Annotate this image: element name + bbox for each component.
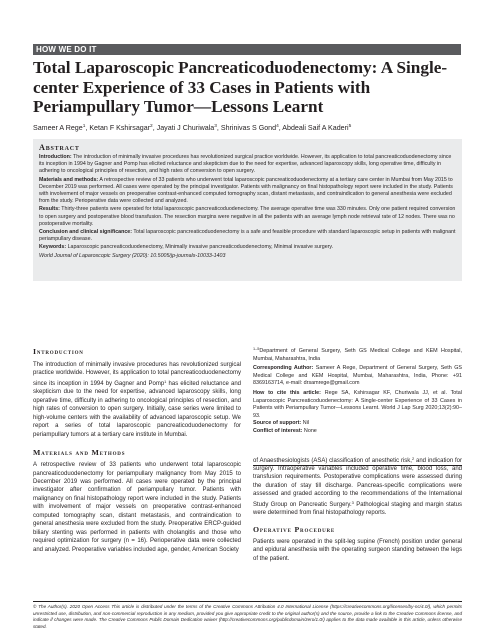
right-column <box>253 346 462 563</box>
abstract-text: Thirty-three patients were operated for total laparoscopic pancreaticoduodenectomy. The average operative time was 330 minutes. Only one patient required conversion to open surgery and postoperative blood transfusion. The resection margins were negative in all the patients with an average lymph node retrieval rate of 12 nodes. There was no postoperative mortality. <box>39 206 456 227</box>
abstract-keywords <box>39 244 456 251</box>
author-name: Shrinivas S Gond <box>220 124 277 132</box>
author-name: Sameer A Rege <box>33 124 83 132</box>
author-name: Abdeali Saif A Kaderi <box>282 124 349 132</box>
author-affiliation-mark: 5 <box>348 124 352 129</box>
abstract-label: Introduction: <box>39 154 72 160</box>
abstract-text: Laparoscopic pancreaticoduodenectomy, Minimally invasive pancreaticoduodenectomy, Minimal invasive surgery. <box>67 244 334 251</box>
abstract-text: The introduction of minimally invasive procedures has revolutionized surgical practice worldwide. However, its application to total pancreaticoduodenectomy since its inception in 1994 by Gagner and Pomp has elicited reluctance and skepticism due to the need for expertise, advanced laparoscopy skills, long operative time, difficulty in adhering to oncological principles of resection, and high rates of conversion to open surgery. <box>39 154 452 175</box>
footer-divider <box>33 601 462 602</box>
introduction-heading: Introduction <box>33 347 84 356</box>
author-name: Jayati J Churiwala <box>156 124 215 132</box>
abstract-text: A retrospective review of 33 patients who underwent total laparoscopic pancreaticoduodenectomy at a tertiary care center in Mumbai from May 2015 to December 2019 was performed. All cases were operated by the principal investigator. Patients with malignancy on final histopathology report were included in the study. Patients with involvement of major vessels on preoperative contrast-enhanced computed tomography scan, distant metastasis, and contraindication to general anesthesia were excluded from the study. Perioperative data were collected and analyzed. <box>39 176 453 205</box>
abstract-methods <box>39 177 456 206</box>
introduction-text: The introduction of minimally invasive procedures has revolutionized surgical practice worldwide. However, its application to total pancreaticoduodenectomy since its inception in 1994 by Gagner and Pomp$^1$ has elicited reluctance and skepticism due to the need for expertise, advanced laparoscopy skills, long operative time, difficulty in adhering to oncological principles of resection, and high rates of conversion to open surgery. Initially, case series were limited to high-volume centers with the availability of advanced laparoscopic setup. We report a series of total laparoscopic pancreaticoduodenectomy for periampullary tumors at a tertiary care institute in Mumbai. <box>33 362 241 438</box>
materials-methods-heading: Materials and Methods <box>33 448 126 458</box>
abstract-conclusion <box>39 229 456 243</box>
affiliation-divider <box>253 465 462 466</box>
abstract-label: Keywords: <box>39 244 67 251</box>
license-footer: © The Author(s). 2020 Open Access This article is distributed under the terms of the Creative Commons Attribution 4.0 International License (https://creativecommons.org/licenses/by-nc/4.0/), which permits unrestricted use, distribution, and non-commercial reproduction in any medium, provided you give appropriate credit to the original author(s) and the source, provide a link to the Creative Commons license, and indicate if changes were made. The Creative Commons Public Domain Dedication waiver (http://creativecommons.org/publicdomain/zero/1.0/) applies to the data made available in this article, unless otherwise stated. <box>33 604 462 629</box>
abstract-label: Conclusion and clinical significance: <box>39 229 133 236</box>
abstract-results <box>39 206 456 228</box>
abstract-label: Results: <box>39 206 60 213</box>
article-title: Total Laparoscopic Pancreaticoduodenectomy: A Single-center Experience of 33 Cases in Patients with Periampullary Tumor—Lessons Learnt <box>33 58 448 116</box>
operative-procedure-heading: Operative Procedure <box>253 524 336 534</box>
left-column <box>33 347 241 554</box>
author-affiliation-mark: 4 <box>276 124 279 129</box>
abstract-label: Materials and methods: <box>39 176 99 183</box>
abstract-text: Total laparoscopic pancreaticoduodenectomy is a safe and feasible procedure with standard laparoscopic setup in patients with malignant periampullary disease. <box>39 229 456 243</box>
operative-procedure-text: Patients were operated in the split-leg supine (French) position under general and epidural anesthesia with the operating surgeon standing between the legs of the patient. <box>253 538 462 562</box>
materials-methods-text: A retrospective review of 33 patients who underwent total laparoscopic pancreaticoduodenectomy for periampullary malignancy from May 2015 to December 2019 was performed. All cases were operated by the principal investigator after confirmation of periampullary tumor. Patients with malignancy on final histopathology report were included in the study. Patients with involvement of major vessels on preoperative contrast-enhanced computed tomography scan, distant metastasis, and contraindication to general anesthesia were excluded from the study. Preoperative ERCP-guided biliary stenting was performed in patients with cholangitis and those who required optimization for surgery (n = 16). Perioperative data were collected and analyzed. Preoperative variables included age, gender, American Society <box>33 462 241 553</box>
author-list: Sameer A Rege$^1$, Ketan F Kshirsagar$^2$, Jayati J Churiwala$^3$, Shrinivas S Gond$^4$, Abdeali Saif A Kaderi$^5$ <box>33 124 352 132</box>
how-to-cite: How to cite this article: Rege SA, Kshirsagar KF, Churiwala JJ, et al. Total Laparoscopic Pancreaticoduodenectomy: A Single-center Experience of 33 Cases in Patients with Periampullary Tumor—Lessons Learnt. World J Lap Surg 2020;13(2):90–93. <box>253 389 462 419</box>
abstract-introduction <box>39 154 456 176</box>
abstract-box <box>33 139 462 281</box>
affiliation: $^{1-5}$Department of General Surgery, Seth GS Medical College and KEM Hospital, Mumbai, Maharashtra, India <box>253 347 462 362</box>
source-of-support: Source of support: Nil <box>253 420 310 427</box>
journal-citation: World Journal of Laparoscopic Surgery (2020): 10.5005/jp-journals-10033-1403 <box>39 252 226 259</box>
author-affiliation-mark: 2 <box>150 124 153 129</box>
conflict-of-interest: Conflict of interest: None <box>253 427 317 434</box>
citation-mark: 1 <box>164 378 167 384</box>
abstract-heading: Abstract <box>39 143 80 152</box>
author-affiliation-mark: 1 <box>82 124 86 129</box>
corresponding-author: Corresponding Author: Sameer A Rege, Department of General Surgery, Seth GS Medical College and KEM Hospital, Mumbai, Maharashtra, India, Phone: +91 8369163714, e-mail: drsamrege@gmail.com <box>253 365 463 387</box>
section-tag: HOW WE DO IT <box>33 44 461 55</box>
author-name: Ketan F Kshirsagar <box>89 124 151 132</box>
methods-continued-text: of Anaesthesiologists (ASA) classification of anesthetic risk,$^2$ and indication for surgery. Intraoperative variables included operative time, blood loss, and transfusion requirements. Postoperative complications were assessed during the duration of stay till discharge. Pancreas-specific complications were assessed and graded according to the recommendations of the International Study Group on Pancreatic Surgery.$^3$ Pathological staging and margin status were determined from final histopathology reports. <box>253 455 462 517</box>
author-affiliation-mark: 3 <box>214 124 217 129</box>
